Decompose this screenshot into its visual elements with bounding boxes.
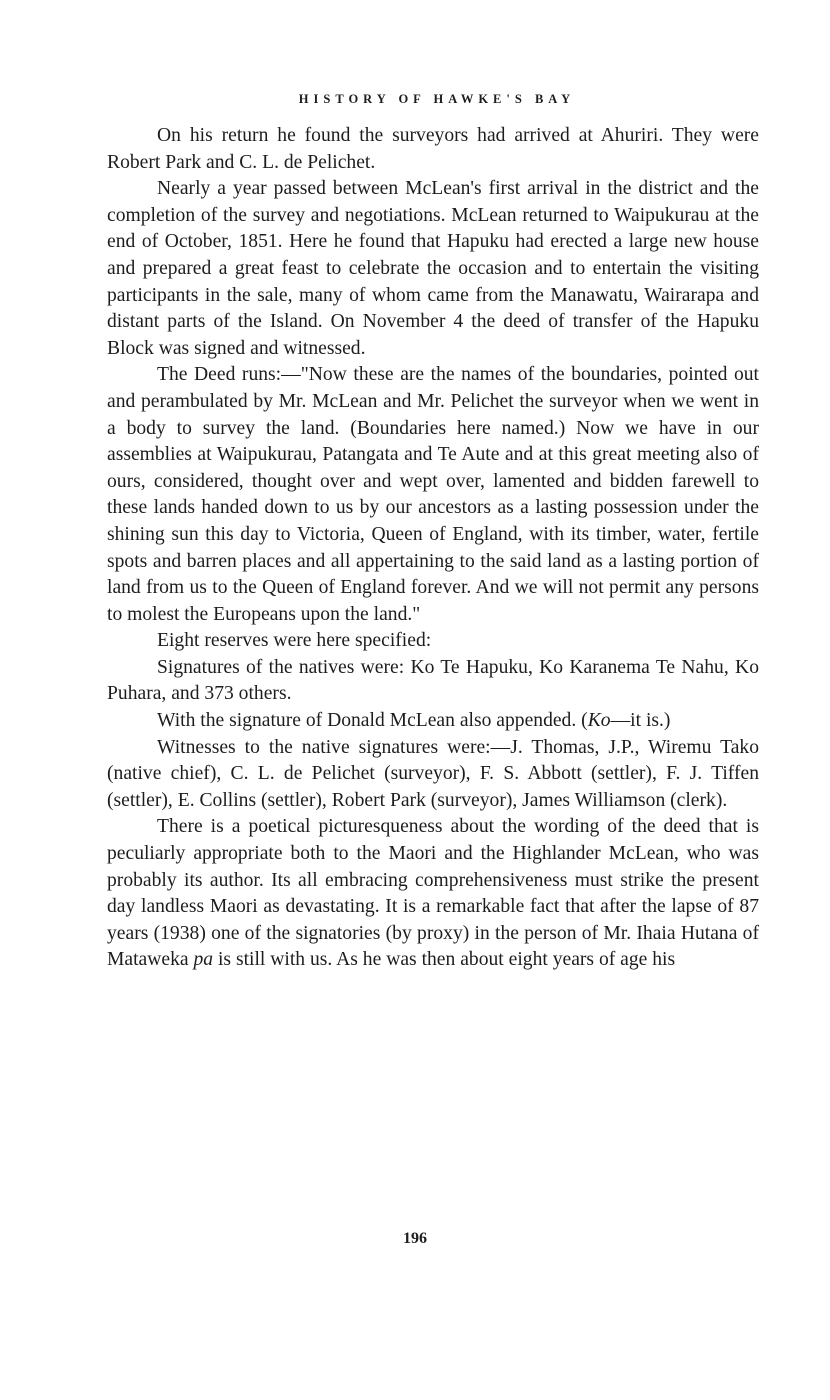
body-text bbox=[107, 123, 759, 974]
paragraph bbox=[107, 708, 759, 735]
paragraph: Nearly a year passed between McLean's first arrival in the district and the completion of the survey and negotiations. McLean returned to Waipukurau at the end of October, 1851. Here he found that Hapuku had erected a large new house and prepared a great feast to celebrate the occasion and to entertain the visiting participants in the sale, many of whom came from the Manawatu, Wairarapa and distant parts of the Island. On November 4 the deed of transfer of the Hapuku Block was signed and witnessed. bbox=[107, 178, 759, 359]
paragraph-signatures: Signatures of the natives were: Ko Te Hapuku, Ko Karanema Te Nahu, Ko Puhara, and 373 others. bbox=[107, 656, 759, 705]
paragraph-deed-quote: The Deed runs:—"Now these are the names of the boundaries, pointed out and perambulated by Mr. McLean and Mr. Pelichet the surveyor when we went in a body to survey the land. (Boundaries here named.) Now we have in our assemblies at Waipukurau, Patangata and Te Aute and at this great meeting also of ours, considered, thought over and wept over, lamented and bidden farewell to these lands handed down to us by our ancestors as a lasting possession under the shining sun this day to Victoria, Queen of England, with its timber, water, fertile spots and barren places and all appertaining to the said land as a lasting portion of land from us to the Queen of England forever. And we will not permit any persons to molest the Europeans upon the land." bbox=[107, 364, 759, 625]
running-head: HISTORY OF HAWKE'S BAY bbox=[298, 92, 576, 106]
text-run: With the signature of Donald McLean also appended. ( bbox=[157, 710, 588, 732]
paragraph: On his return he found the surveyors had arrived at Ahuriri. They were Robert Park and C. L. de Pelichet. bbox=[107, 125, 759, 173]
paragraph bbox=[107, 814, 759, 974]
paragraph: Eight reserves were here specified: bbox=[157, 630, 432, 652]
page-number: 196 bbox=[403, 1230, 427, 1247]
italic-word: pa bbox=[193, 949, 214, 971]
text-run: is still with us. As he was then about eight years of age his bbox=[213, 949, 676, 971]
book-page bbox=[107, 92, 759, 974]
paragraph-witnesses: Witnesses to the native signatures were:—J. Thomas, J.P., Wiremu Tako (native chief), C. L. de Pelichet (surveyor), F. S. Abbott (settler), F. J. Tiffen (settler), E. Collins (settler), Robert Park (surveyor), James Williamson (clerk). bbox=[107, 736, 759, 811]
text-run: There is a poetical picturesqueness about the wording of the deed that is peculiarly appropriate both to the Maori and the Highlander McLean, who was probably its author. Its all embracing comprehensiveness must strike the present day landless Maori as devastating. It is a remarkable fact that after the lapse of 87 years (1938) one of the signatories (by proxy) in the person of Mr. Ihaia Hutana of Mataweka bbox=[107, 816, 759, 971]
italic-word: Ko bbox=[587, 710, 611, 732]
text-run: —it is.) bbox=[610, 710, 671, 732]
